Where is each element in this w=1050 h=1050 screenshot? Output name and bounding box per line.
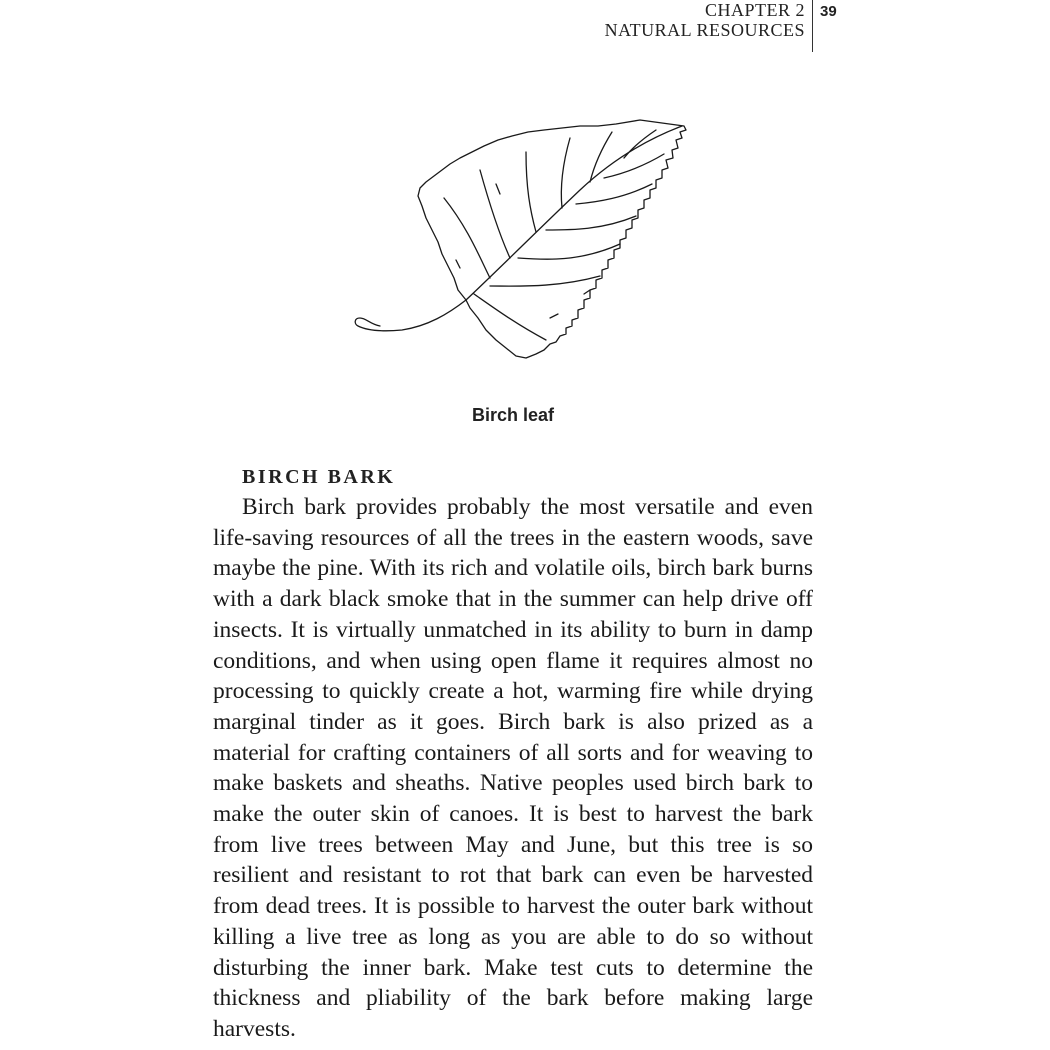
chapter-title: NATURAL RESOURCES	[604, 20, 805, 40]
header-divider	[812, 0, 813, 52]
leaf-blade	[418, 120, 686, 358]
running-head	[605, 0, 805, 40]
chapter-label: CHAPTER 2	[704, 0, 805, 20]
leaf-stem	[355, 300, 466, 331]
leaf-midrib	[466, 126, 682, 300]
section-heading: BIRCH BARK	[242, 466, 396, 488]
figure-caption: Birch leaf	[471, 405, 555, 425]
page-number: 39	[820, 3, 837, 20]
body-paragraph: Birch bark provides probably the most versatile and even life-saving resources of all the trees in the eastern woods, save maybe the pine. With its rich and volatile oils, birch bark burns with a dark black smoke that in the summer can help drive off insects. It is virtually unmatched in its ability to burn in damp conditions, and when using open flame it requires almost no processing to quickly create a hot, warming fire while drying marginal tinder as it goes. Birch bark is also prized as a material for crafting containers of all sorts and for weaving to make baskets and sheaths. Native peoples used birch bark to make the outer skin of canoes. It is best to harvest the bark from live trees between May and June, but this tree is so resilient and resistant to rot that bark can even be harvested from dead trees. It is possible to harvest the outer bark without killing a live tree as long as you are able to do so without disturbing the inner bark. Make test cuts to determine the thickness and pliability of the bark before making large harvests.	[213, 494, 813, 1042]
birch-leaf-icon	[340, 118, 710, 378]
